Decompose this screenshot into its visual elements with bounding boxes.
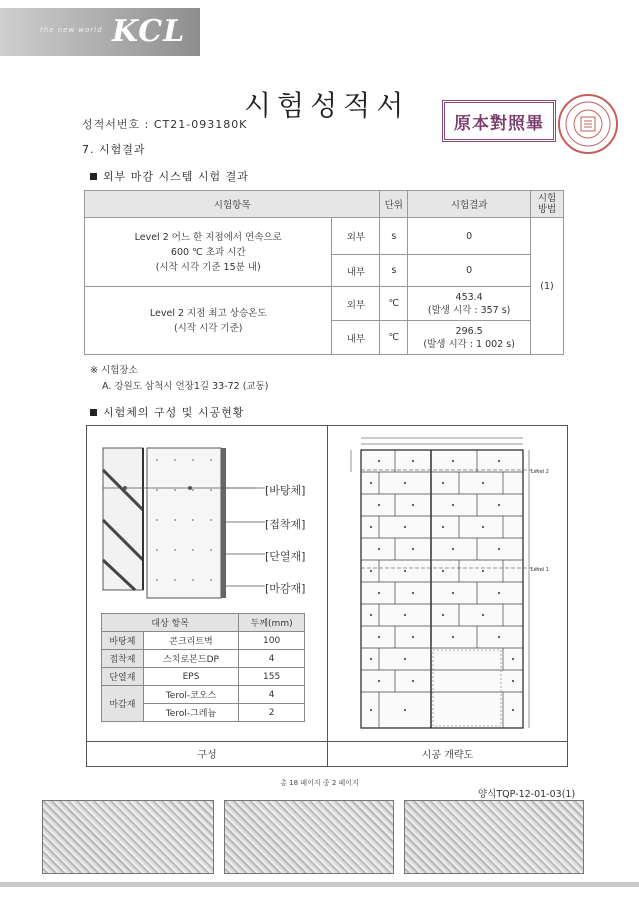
unit: s — [380, 218, 408, 255]
unit: s — [380, 255, 408, 287]
original-copy-stamp: 原本對照畢 — [442, 100, 556, 142]
mat-material: Terol-그레늄 — [143, 704, 239, 722]
mat-thickness: 4 — [239, 650, 305, 668]
result-value: 0 — [408, 218, 531, 255]
specimen-figure — [86, 425, 568, 767]
test-method: (1) — [531, 218, 564, 355]
results-heading: 외부 마감 시스템 시험 결과 — [90, 168, 249, 184]
figure-divider — [327, 426, 328, 766]
mat-header-item: 대상 항목 — [102, 614, 239, 632]
mat-category: 바탕체 — [102, 632, 144, 650]
layer-label-insulation: [단열재] — [265, 550, 306, 563]
result-value: 0 — [408, 255, 531, 287]
page-counter: 총 18 페이지 중 2 페이지 — [280, 779, 359, 787]
col-header-result: 시험결과 — [408, 191, 531, 218]
mat-thickness: 100 — [239, 632, 305, 650]
square-bullet-icon — [90, 409, 97, 416]
kcl-logo: KCL — [112, 14, 186, 49]
unit: ℃ — [380, 321, 408, 355]
layer-section-drawing — [95, 440, 265, 610]
col-header-item: 시험항목 — [85, 191, 380, 218]
position-inside: 내부 — [332, 255, 380, 287]
mat-category: 단열재 — [102, 668, 144, 686]
caption-divider — [87, 741, 567, 742]
seal-icon — [563, 99, 613, 149]
security-strip — [404, 800, 584, 874]
mat-category: 마감재 — [102, 686, 144, 722]
layer-label-adhesive: [접착제] — [265, 518, 306, 531]
form-number: 양식TQP-12-01-03(1) — [478, 789, 576, 800]
mat-thickness: 155 — [239, 668, 305, 686]
mat-material: Terol-코오스 — [143, 686, 239, 704]
col-header-method: 시험 방법 — [531, 191, 564, 218]
caption-composition: 구성 — [197, 750, 217, 761]
col-header-unit: 단위 — [380, 191, 408, 218]
test-item-2: Level 2 지점 최고 상승온도 (시작 시각 기준) — [85, 287, 332, 355]
section-heading: 7. 시험결과 — [82, 143, 146, 156]
position-outside: 외부 — [332, 218, 380, 255]
page-title: 시험성적서 — [244, 89, 410, 122]
materials-table — [101, 613, 305, 722]
mat-material: 콘크리트벽 — [143, 632, 239, 650]
mat-thickness: 2 — [239, 704, 305, 722]
certificate-number: 성적서번호 : CT21-093180K — [82, 118, 248, 131]
square-bullet-icon — [90, 173, 97, 180]
mat-material: 스치로본드DP — [143, 650, 239, 668]
layer-label-substrate: [바탕체] — [265, 484, 306, 497]
test-item-1: Level 2 어느 한 지점에서 연속으로 600 ℃ 초과 시간 (시작 시각 기준 15분 내) — [85, 218, 332, 287]
construction-schematic — [343, 432, 553, 734]
mat-material: EPS — [143, 668, 239, 686]
results-table — [84, 190, 564, 355]
mat-header-thickness: 두께(mm) — [239, 614, 305, 632]
security-strip — [224, 800, 394, 874]
location-address: A. 강원도 삼척시 언장1길 33-72 (교동) — [102, 381, 269, 392]
level1-label: Level 1 — [531, 567, 549, 573]
unit: ℃ — [380, 287, 408, 321]
mat-category: 접착제 — [102, 650, 144, 668]
logo-tagline: the new world — [40, 26, 103, 34]
official-seal — [558, 94, 618, 154]
position-outside: 외부 — [332, 287, 380, 321]
layer-label-finish: [마감재] — [265, 582, 306, 595]
result-value: 453.4 (발생 시각 : 357 s) — [408, 287, 531, 321]
mat-thickness: 4 — [239, 686, 305, 704]
caption-schematic: 시공 개략도 — [421, 750, 474, 761]
location-label: ※ 시험장소 — [90, 365, 138, 376]
bottom-border — [0, 882, 639, 887]
security-strip — [42, 800, 214, 874]
position-inside: 내부 — [332, 321, 380, 355]
specimen-heading: 시험체의 구성 및 시공현황 — [90, 404, 244, 420]
level2-label: Level 2 — [531, 469, 549, 475]
result-value: 296.5 (발생 시각 : 1 002 s) — [408, 321, 531, 355]
